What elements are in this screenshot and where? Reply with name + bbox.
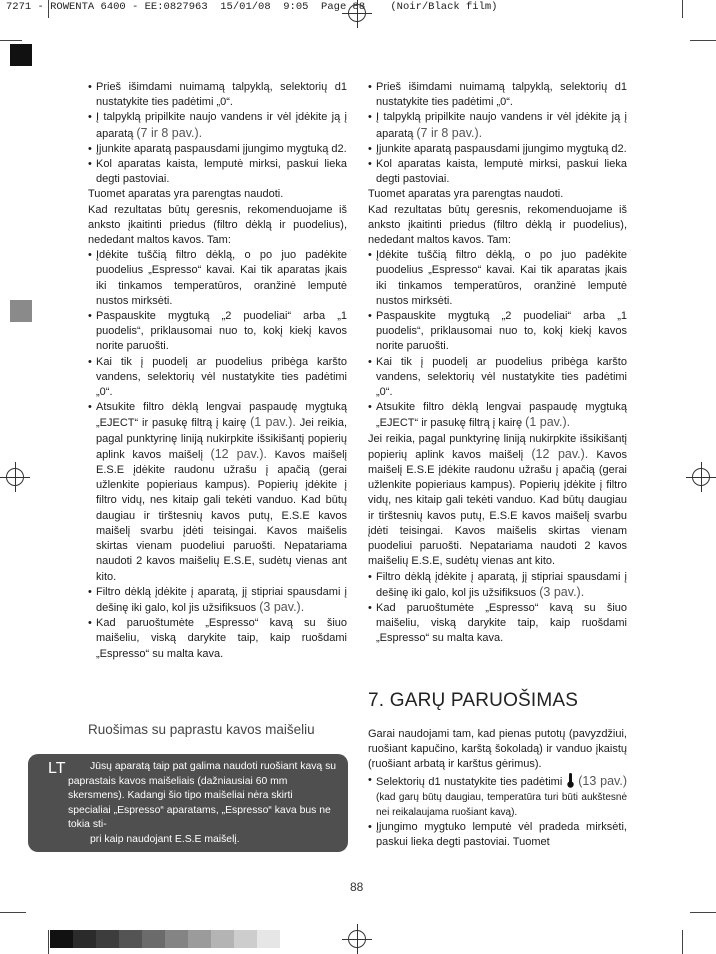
steam-section [368, 727, 627, 851]
info-box [28, 754, 348, 852]
color-swatch [119, 930, 142, 948]
crop-mark [690, 40, 716, 41]
figure-ref: (7 ir 8 pav.). [136, 125, 203, 140]
info-text-last-line: pri kaip naudojant E.S.E maišelį. [90, 833, 240, 845]
crop-mark [0, 912, 26, 913]
list-item: • Įdėkite tuščią filtro dėklą, o po juo padėkite puodelius „Espresso“ kavai. Kai tik aparatas įkais iki tinkamos temperatūros, oranžinė lemputė nustos mirksėti. [368, 248, 627, 309]
paragraph: Jei reikia, pagal punktyrinę liniją nukirpkite išsikišantį popierių aplink kavos maišelį (12 pav.). Kavos maišelį E.S.E įdėkite raudonu užrašu į apačią (gerai užlenkite popieriaus kampus). Popierių įdėkite į filtro vidų, nes kitaip gali tekėti vanduo. Kad būtų daugiau ir tirštesnių kavos putų, E.S.E kavos maišelį svarbu įdėti teisingai. Kavos maišelis skirtas vienam puodeliui paruošti. Nepatariama naudoti 2 kavos maišelių E.S.E, sudėtų vienas ant kito. [368, 432, 627, 568]
color-swatch [142, 930, 165, 948]
language-code: LT [48, 760, 66, 777]
registration-mark-icon [348, 4, 366, 22]
crop-mark [48, 930, 49, 954]
figure-ref: (12 pav.). [210, 446, 267, 461]
paragraph: Tuomet aparatas yra parengtas naudoti. [368, 188, 564, 201]
color-swatch [234, 930, 257, 948]
list-item: • Kol aparatas kaista, lemputė mirksi, paskui lieka degti pastoviai. [88, 157, 347, 187]
figure-ref: (3 pav.). [259, 599, 305, 614]
section-subheading: Ruošimas su paprastu kavos maišeliu [88, 722, 315, 737]
list-item: • Įjunkite aparatą paspausdami įjungimo mygtuką d2. [88, 142, 347, 157]
list-item: • Selektorių d1 nustatykite ties padėtimi (13 pav.) (kad garų būtų daugiau, temperatūra turi būti aukštesnė nei reikalaujama ruošiant kavą). [368, 773, 627, 821]
list-item: • Įdėkite tuščią filtro dėklą, o po juo padėkite puodelius „Espresso“ kavai. Kai tik aparatas įkais iki tinkamos temperatūros, oranžinė lemputė nustos mirksėti. [88, 248, 347, 309]
registration-mark-icon [348, 930, 366, 948]
color-swatch [257, 930, 280, 948]
color-swatch [50, 930, 73, 948]
list-item: • Įjunkite aparatą paspausdami įjungimo mygtuką d2. [368, 142, 627, 157]
color-swatch-strip [50, 930, 280, 948]
section-heading: 7. GARŲ PARUOŠIMAS [368, 690, 579, 711]
figure-ref: (1 pav.). [250, 415, 296, 430]
list-item: • Kai tik į puodelį ar puodelius pribėga karšto vandens, selektorių vėl nustatykite ties padėtimi „0“. [368, 355, 627, 401]
registration-mark-icon [6, 468, 24, 486]
figure-ref: (12 pav.). [531, 446, 589, 461]
crop-mark [48, 0, 49, 18]
page-number: 88 [350, 880, 364, 894]
grey-tab-marker [10, 300, 32, 322]
list-item: • Filtro dėklą įdėkite į aparatą, jį stipriai spausdami į dešinę iki galo, kol jis užsifiksuos (3 pav.). [88, 585, 347, 616]
paragraph: Kad rezultatas būtų geresnis, rekomenduojame iš anksto įkaitinti priedus (filtro dėklą ir puodelius), nededant maltos kavos. Tam: [88, 203, 347, 247]
crop-mark [0, 40, 22, 41]
color-swatch [96, 930, 119, 948]
registration-mark-icon [692, 468, 710, 486]
list-item: • Kad paruoštumėte „Espresso“ kavą su šiuo maišeliu, viską darykite taip, kaip ruošdami „Espresso“ su malta kava. [368, 601, 627, 647]
list-item: • Kad paruoštumėte „Espresso“ kavą su šiuo maišeliu, viską darykite taip, kaip ruošdami „Espresso“ su malta kava. [88, 616, 347, 662]
figure-ref: (7 ir 8 pav.). [416, 125, 483, 140]
list-item: • Į talpyklą pripilkite naujo vandens ir vėl įdėkite ją į aparatą (7 ir 8 pav.). [368, 110, 627, 141]
figure-ref: (13 pav.) [578, 773, 628, 788]
crop-mark [682, 930, 683, 954]
info-text: Jūsų aparatą taip pat galima naudoti ruošiant kavą su paprastais kavos maišeliais (dažniausiai 60 mm skersmens). Kadangi šio tipo maišeliai nėra skirti specialiai „Espresso“ aparatams, „Espresso“ kava bus ne tokia sti- [68, 761, 337, 831]
list-item: • Kai tik į puodelį ar puodelius pribėga karšto vandens, selektorių vėl nustatykite ties padėtimi „0“. [88, 355, 347, 401]
figure-ref: (1 pav.). [525, 415, 571, 430]
thermometer-icon [566, 773, 575, 788]
paragraph: Garai naudojami tam, kad pienas putotų (pavyzdžiui, ruošiant kapučino, karštą šokoladą) ir vanduo įkaistų (ruošiant arbatą ir karštus gėrimus). [368, 728, 627, 771]
list-item: • Paspauskite mygtuką „2 puodeliai“ arba „1 puodelis“, priklausomai nuo to, kokį kiekį kavos norite paruošti. [368, 309, 627, 355]
color-swatch [188, 930, 211, 948]
list-item: • Atsukite filtro dėklą lengvai paspaudę mygtuką „EJECT“ ir pasukę filtrą į kairę (1 pav.). Jei reikia, pagal punktyrinę liniją nukirpkite išsikišantį popierių aplink kavos maišelį (12 pav.). Kavos maišelį E.S.E įdėkite raudonu užrašu į apačią (gerai užlenkite popieriaus kampus). Popierių įdėkite į filtro vidų, nes kitaip gali tekėti vanduo. Kad būtų daugiau ir tirštesnių kavos putų, E.S.E kavos maišelį svarbu įdėti teisingai. Kavos maišelis skirtas vienam puodeliui paruošti. Nepatariama naudoti 2 kavos maišelių E.S.E, sudėtų vienas ant kito. [88, 400, 347, 584]
color-swatch [165, 930, 188, 948]
list-item: • Įjungimo mygtuko lemputė vėl pradeda mirksėti, paskui lieka degti pastoviai. Tuomet [368, 820, 627, 850]
color-swatch [211, 930, 234, 948]
print-header: 7271 - ROWENTA 6400 - EE:0827963 15/01/08 9:05 Page 88 (Noir/Black film) [6, 1, 498, 13]
list-item: • Į talpyklą pripilkite naujo vandens ir vėl įdėkite ją į aparatą (7 ir 8 pav.). [88, 110, 347, 141]
list-item: • Atsukite filtro dėklą lengvai paspaudę mygtuką „EJECT“ ir pasukę filtrą į kairę (1 pav.). [368, 400, 627, 431]
figure-ref: (3 pav.). [539, 584, 585, 599]
paragraph: Tuomet aparatas yra parengtas naudoti. [88, 188, 284, 201]
list-item: • Paspauskite mygtuką „2 puodeliai“ arba „1 puodelis“, priklausomai nuo to, kokį kiekį kavos norite paruošti. [88, 309, 347, 355]
list-item: • Filtro dėklą įdėkite į aparatą, jį stipriai spausdami į dešinę iki galo, kol jis užsifiksuos (3 pav.). [368, 570, 627, 601]
list-item: • Kol aparatas kaista, lemputė mirksi, paskui lieka degti pastoviai. [368, 157, 627, 187]
left-column [88, 80, 347, 662]
crop-mark [690, 912, 716, 913]
crop-mark [682, 0, 683, 18]
color-swatch [73, 930, 96, 948]
paragraph: Kad rezultatas būtų geresnis, rekomenduojame iš anksto įkaitinti priedus (filtro dėklą ir puodelius), nededant maltos kavos. Tam: [368, 203, 627, 247]
info-box-text [68, 760, 338, 848]
black-marker [10, 44, 32, 66]
list-item: • Prieš išimdami nuimamą talpyklą, selektorių d1 nustatykite ties padėtimi „0“. [88, 80, 347, 110]
list-item: • Prieš išimdami nuimamą talpyklą, selektorių d1 nustatykite ties padėtimi „0“. [368, 80, 627, 110]
right-column [368, 80, 627, 647]
